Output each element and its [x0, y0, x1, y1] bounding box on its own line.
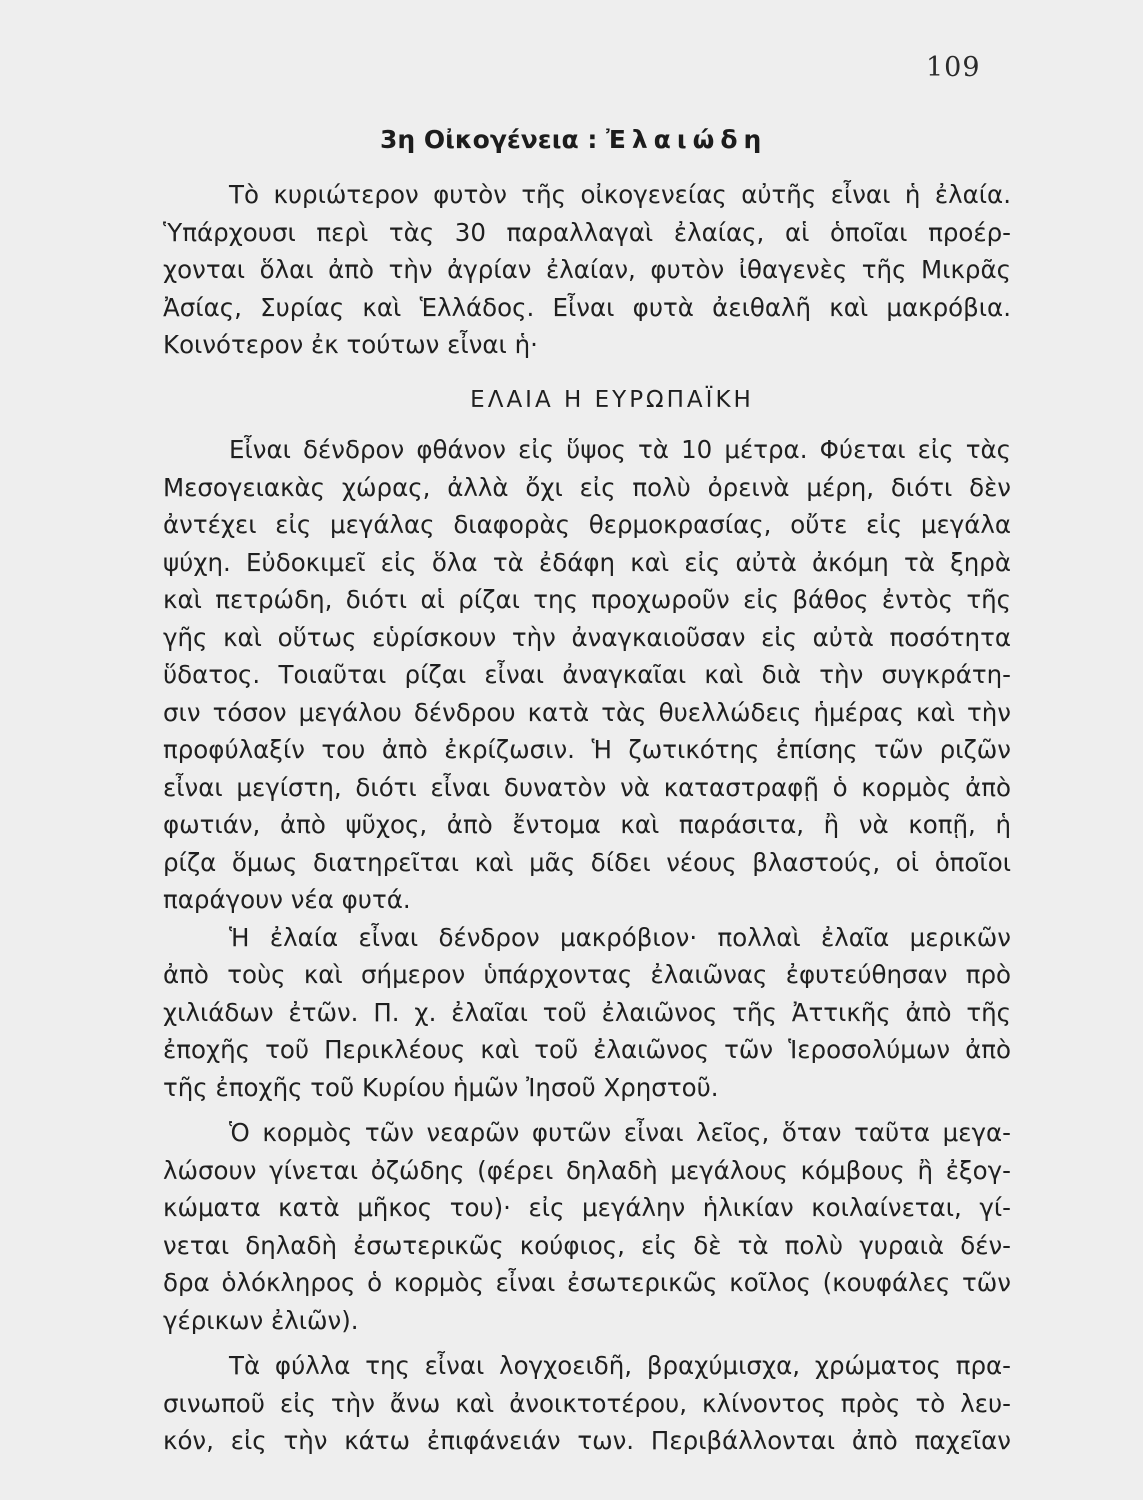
paragraph-line: φωτιάν, ἀπὸ ψῦχος, ἀπὸ ἔντομα καὶ παράσιτα, ἢ νὰ κοπῇ, ἡ	[163, 810, 1011, 839]
paragraph-line: Εἶναι δένδρον φθάνον εἰς ὕψος τὰ 10 μέτρα. Φύεται εἰς τὰς	[229, 435, 1011, 464]
paragraph-line: δρα ὁλόκληρος ὁ κορμὸς εἶναι ἐσωτερικῶς κοῖλος (κουφάλες τῶν	[163, 1268, 1011, 1297]
intro-line: Τὸ κυριώτερον φυτὸν τῆς οἰκογενείας αὐτῆς εἶναι ἡ ἐλαία.	[229, 180, 1011, 209]
paragraph-line: σινωποῦ εἰς τὴν ἄνω καὶ ἀνοικτοτέρου, κλίνοντος πρὸς τὸ λευ-	[163, 1388, 1011, 1418]
paragraph-line: νεται δηλαδὴ ἐσωτερικῶς κούφιος, εἰς δὲ τὰ πολὺ γυραιὰ δέν-	[163, 1230, 1011, 1260]
paragraph-line: εἶναι μεγίστη, διότι εἶναι δυνατὸν νὰ καταστραφῇ ὁ κορμὸς ἀπὸ	[163, 772, 1011, 802]
paragraph-line: καὶ πετρώδη, διότι αἱ ρίζαι της προχωροῦν εἰς βάθος ἐντὸς τῆς	[163, 585, 1011, 614]
paragraph-line: χιλιάδων ἐτῶν. Π. χ. ἐλαῖαι τοῦ ἐλαιῶνος τῆς Ἀττικῆς ἀπὸ τῆς	[163, 997, 1011, 1027]
paragraph-line: ὕδατος. Τοιαῦται ρίζαι εἶναι ἀναγκαῖαι καὶ διὰ τὴν συγκράτη-	[163, 660, 1011, 689]
paragraph-line: Ὁ κορμὸς τῶν νεαρῶν φυτῶν εἶναι λεῖος, ὅταν ταῦτα μεγα-	[229, 1118, 1011, 1147]
heading-prefix: 3η Οἰκογένεια :	[380, 125, 598, 154]
paragraph-line: γέρικων ἐλιῶν).	[163, 1305, 359, 1335]
paragraph-line: τῆς ἐποχῆς τοῦ Κυρίου ἡμῶν Ἰησοῦ Χρηστοῦ.	[163, 1072, 719, 1102]
paragraph-line: σιν τόσον μεγάλου δένδρου κατὰ τὰς θυελλώδεις ἡμέρας καὶ τὴν	[163, 697, 1011, 727]
page-number: 109	[926, 52, 981, 83]
paragraph-line: κόν, εἰς τὴν κάτω ἐπιφάνειάν των. Περιβάλλονται ἀπὸ παχεῖαν	[163, 1426, 1011, 1455]
paragraph-line: Ἡ ἐλαία εἶναι δένδρον μακρόβιον· πολλαὶ ἐλαῖα μερικῶν	[229, 922, 1011, 952]
intro-line: Ἀσίας, Συρίας καὶ Ἑλλάδος. Εἶναι φυτὰ ἀειθαλῆ καὶ μακρόβια.	[163, 292, 1011, 322]
paragraph-line: Μεσογειακὰς χώρας, ἀλλὰ ὄχι εἰς πολὺ ὀρεινὰ μέρη, διότι δὲν	[163, 472, 1011, 502]
paragraph-line: κώματα κατὰ μῆκος του)· εἰς μεγάλην ἡλικίαν κοιλαίνεται, γί-	[163, 1193, 1011, 1222]
paragraph-line: Τὰ φύλλα της εἶναι λογχοειδῆ, βραχύμισχα, χρώματος πρα-	[229, 1351, 1011, 1380]
chapter-heading	[380, 125, 767, 154]
heading-family-name: Ἐλαιώδη	[606, 125, 768, 154]
intro-line: χονται ὅλαι ἀπὸ τὴν ἀγρίαν ἐλαίαν, φυτὸν ἰθαγενὲς τῆς Μικρᾶς	[163, 255, 1011, 284]
paragraph-line: ψύχη. Εὐδοκιμεῖ εἰς ὅλα τὰ ἐδάφη καὶ εἰς αὐτὰ ἀκόμη τὰ ξηρὰ	[163, 547, 1011, 577]
paragraph-line: προφύλαξίν του ἀπὸ ἐκρίζωσιν. Ἡ ζωτικότης ἐπίσης τῶν ριζῶν	[163, 735, 1011, 764]
section-title: ΕΛΑΙΑ Η ΕΥΡΩΠΑΪΚΗ	[470, 386, 754, 413]
paragraph-line: παράγουν νέα φυτά.	[163, 885, 411, 914]
paragraph-line: ρίζα ὅμως διατηρεῖται καὶ μᾶς δίδει νέους βλαστούς, οἱ ὁποῖοι	[163, 847, 1011, 877]
paragraph-line: λώσουν γίνεται ὀζώδης (φέρει δηλαδὴ μεγάλους κόμβους ἢ ἐξογ-	[163, 1155, 1011, 1185]
paragraph-line: ἀπὸ τοὺς καὶ σήμερον ὑπάρχοντας ἐλαιῶνας ἐφυτεύθησαν πρὸ	[163, 960, 1011, 989]
intro-line: Ὑπάρχουσι περὶ τὰς 30 παραλλαγαὶ ἐλαίας, αἱ ὁποῖαι προέρ-	[163, 217, 1011, 247]
paragraph-line: ἀντέχει εἰς μεγάλας διαφορὰς θερμοκρασίας, οὔτε εἰς μεγάλα	[163, 510, 1011, 539]
intro-line: Κοινότερον ἐκ τούτων εἶναι ἡ·	[163, 330, 538, 359]
paragraph-line: ἐποχῆς τοῦ Περικλέους καὶ τοῦ ἐλαιῶνος τῶν Ἱεροσολύμων ἀπὸ	[163, 1035, 1011, 1064]
paragraph-line: γῆς καὶ οὕτως εὑρίσκουν τὴν ἀναγκαιοῦσαν εἰς αὐτὰ ποσότητα	[163, 622, 1011, 652]
body-text	[163, 176, 1011, 1460]
